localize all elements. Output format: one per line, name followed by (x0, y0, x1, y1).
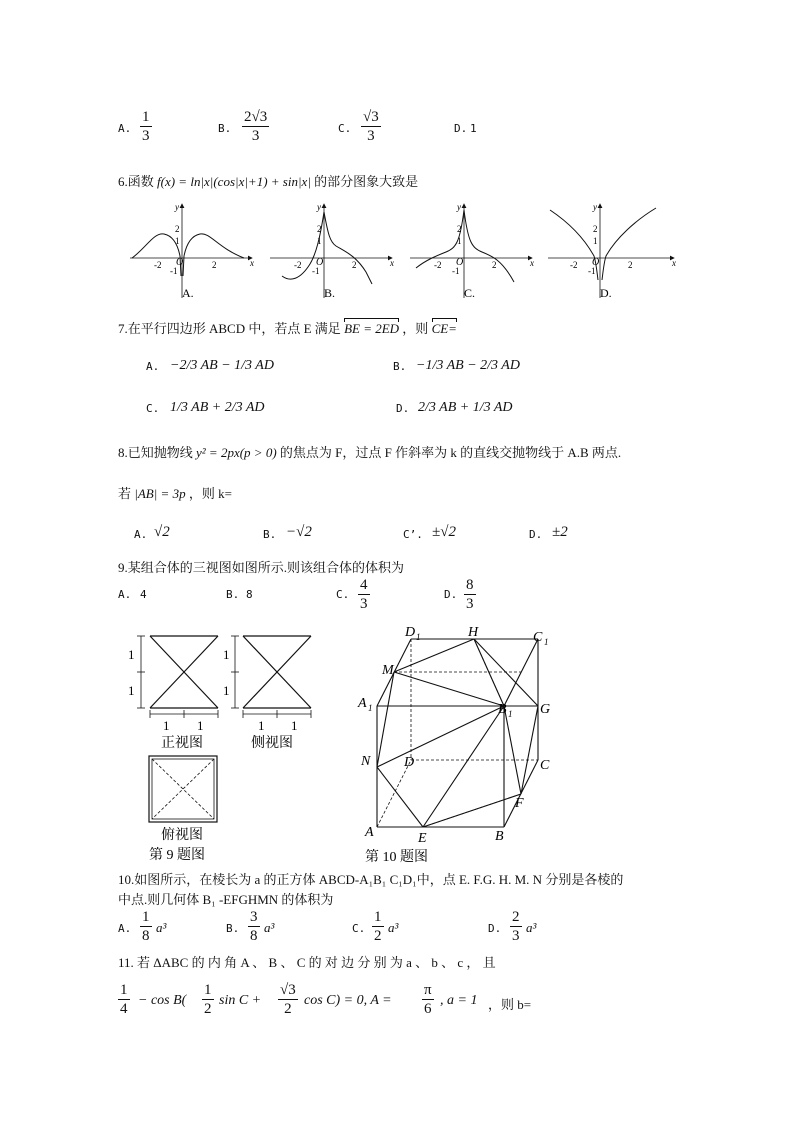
front-dim-4: 1 (197, 718, 204, 733)
q11-frac1: $\frac{1}{4}$ (120, 982, 128, 1017)
q10-a-frac: $\frac{1}{8}$ (142, 909, 150, 944)
q5-a-frac: $\frac{1}{3}$ (142, 109, 150, 144)
graph-d-ym1: -1 (588, 266, 596, 276)
graph-d-xlab: x (672, 258, 676, 268)
q5-c-label: C. (338, 122, 352, 135)
graph-b-tick-neg: -2 (294, 260, 302, 270)
side-dim-3: 1 (258, 718, 265, 733)
graph-d-origin: O (592, 257, 600, 268)
cube-label-c1-sub: 1 (544, 637, 549, 647)
q10-c-tail: a³ (388, 920, 399, 935)
graph-a-xlab: x (250, 258, 254, 268)
q10-a-label: A. (118, 922, 132, 935)
q9-b-value: 8 (246, 588, 253, 601)
graph-d-y1: 1 (593, 236, 598, 246)
cube-label-n: N (361, 754, 371, 769)
q8-parabola: y² = 2px(p > 0) (196, 445, 277, 460)
q10-b-label: B. (226, 922, 240, 935)
q8-stem-line1 (118, 442, 621, 461)
top-view-label: 俯视图 (161, 828, 203, 843)
q6-formula: f(x) = ln|x|(cos|x|+1) + sin|x| (157, 174, 311, 189)
graph-c-xlab: x (530, 258, 534, 268)
graph-a-tick-neg: -2 (154, 260, 162, 270)
side-dim-1: 1 (223, 647, 230, 662)
cube-label-d1-sub: 1 (416, 632, 421, 642)
cube-label-c1: C (533, 630, 543, 645)
q7-d-expr: 2/3 AB + 1/3 AD (418, 400, 513, 415)
graph-b-ylab: y (317, 202, 321, 212)
q5-b-label: B. (218, 122, 232, 135)
cube-label-d1: D (405, 625, 416, 640)
q9-a-label: A. (118, 588, 132, 601)
q8-stem-d: ，则 k= (188, 486, 232, 501)
q8-options (134, 524, 594, 546)
graph-c-label: C. (464, 286, 476, 300)
q10-d-tail: a³ (526, 920, 537, 935)
q10-stem-line2: 中点.则几何体 B₁ -EFGHMN 的体积为 (118, 892, 334, 907)
q10-cube-figure (355, 622, 570, 864)
q7-b-expr: −1/3 AB − 2/3 AD (416, 358, 520, 373)
graph-b-xlab: x (390, 258, 394, 268)
q11-equation (118, 981, 598, 1025)
q7-a-label: A. (146, 360, 160, 373)
q11-part-d: , a = 1 (440, 993, 478, 1008)
graph-c-ylab: y (457, 202, 461, 212)
graph-b-y1: 1 (317, 236, 322, 246)
q9-stem: 9.某组合体的三视图如图所示.则该组合体的体积为 (118, 560, 405, 575)
q6-suffix: 的部分图象大致是 (314, 174, 419, 189)
side-view-label: 侧视图 (251, 736, 293, 751)
q8-cond: |AB| = 3p (134, 486, 186, 501)
graph-b-ym1: -1 (312, 266, 320, 276)
graph-a-label: A. (182, 286, 194, 300)
q5-b-frac: $\frac{2√3}{3}$ (244, 109, 268, 144)
q8-b-value: −√2 (286, 524, 312, 540)
cube-label-h: H (468, 625, 479, 640)
q5-a-label: A. (118, 122, 132, 135)
cube-label-b1-sub: 1 (508, 709, 513, 719)
cube-label-g: G (540, 702, 551, 717)
q10-fig-caption: 第 10 题图 (365, 850, 428, 864)
q11-tail: ，则 b= (488, 997, 532, 1012)
q5-d-value: 1 (470, 122, 477, 135)
q8-b-label: B. (263, 528, 277, 541)
q9-b-label: B. (226, 588, 240, 601)
q6-prefix: 6.函数 (118, 174, 154, 189)
q8-c-label: C’. (403, 528, 423, 541)
side-dim-2: 1 (223, 683, 230, 698)
q7-a-expr: −2/3 AB − 1/3 AD (170, 358, 274, 373)
graph-d-tick-neg: -2 (570, 260, 578, 270)
q10-d-frac: $\frac{2}{3}$ (512, 909, 520, 944)
q8-stem-c: 若 (118, 486, 132, 501)
graph-b-y2: 2 (317, 224, 322, 234)
graph-c-origin: O (456, 257, 464, 268)
q11-part-b: sin C + (219, 993, 262, 1008)
q10-d-label: D. (488, 922, 502, 935)
q10-a-tail: a³ (156, 920, 167, 935)
q7-cond: BE = 2ED (344, 321, 400, 336)
q11-part-c: cos C) = 0, A = (304, 993, 392, 1008)
q7-target: CE= (431, 321, 457, 336)
cube-label-b: B (495, 829, 504, 844)
graph-a-y1: 1 (175, 236, 180, 246)
q8-a-label: A. (134, 528, 148, 541)
q10-c-label: C. (352, 922, 366, 935)
cube-label-d: D (404, 755, 415, 770)
cube-label-e: E (418, 831, 427, 846)
q11-frac4: $\frac{\pi}{6}$ (424, 982, 432, 1017)
q7-c-expr: 1/3 AB + 2/3 AD (170, 400, 265, 415)
q11-part-a: − cos B( (138, 993, 187, 1008)
graph-d-ylab: y (593, 202, 597, 212)
graph-b-origin: O (316, 257, 324, 268)
q11-frac3: $\frac{√3}{2}$ (280, 982, 296, 1017)
graph-d-y2: 2 (593, 224, 598, 234)
q5-d-label: D. (454, 122, 468, 135)
q7-d-label: D. (396, 402, 410, 415)
q9-fig-caption: 第 9 题图 (149, 848, 205, 862)
q10-b-frac: $\frac{3}{8}$ (250, 909, 258, 944)
graph-b-tick-pos: 2 (352, 260, 357, 270)
graph-d-tick-pos: 2 (628, 260, 633, 270)
graph-c (410, 202, 534, 300)
q9-three-view-figure (125, 626, 325, 862)
q9-d-frac: $\frac{8}{3}$ (466, 577, 474, 612)
cube-label-f: F (515, 796, 524, 811)
graph-c-tick-pos: 2 (492, 260, 497, 270)
q10-b-tail: a³ (264, 920, 275, 935)
q9-c-label: C. (336, 588, 350, 601)
q10-options (118, 908, 558, 948)
q5-c-frac: $\frac{√3}{3}$ (363, 109, 379, 144)
q7-stem (118, 318, 457, 337)
q5-options (118, 108, 518, 152)
side-view (243, 636, 311, 708)
q10-stem-line1: 10.如图所示，在棱长为 a 的正方体 ABCD-A₁B₁ C₁D₁中，点 E. F.G. H. M. N 分别是各棱的 (118, 872, 624, 887)
graph-d-label: D. (600, 286, 612, 300)
q8-d-value: ±2 (552, 524, 568, 540)
front-dim-2: 1 (128, 683, 135, 698)
q9-d-label: D. (444, 588, 458, 601)
q11-frac2: $\frac{1}{2}$ (204, 982, 212, 1017)
cube-label-c: C (540, 758, 550, 773)
graph-a-ylab: y (175, 202, 179, 212)
q9-a-value: 4 (140, 588, 147, 601)
q10-c-frac: $\frac{1}{2}$ (374, 909, 382, 944)
graph-d (548, 202, 676, 300)
cube-label-m: M (382, 663, 394, 678)
cube-label-a1-sub: 1 (368, 703, 373, 713)
q6-stem (118, 171, 418, 190)
cube-label-a1: A (358, 696, 367, 711)
cube-label-b1: B (498, 702, 507, 717)
graph-c-ym1: -1 (452, 266, 460, 276)
q6-graphs (120, 198, 680, 304)
cube-label-a: A (365, 825, 374, 840)
q9-c-frac: $\frac{4}{3}$ (360, 577, 368, 612)
q9-options (118, 576, 498, 616)
front-dim-3: 1 (163, 718, 170, 733)
q8-stem-b: 的焦点为 F，过点 F 作斜率为 k 的直线交抛物线于 A.B 两点. (279, 445, 622, 460)
q7-stem-b: ，则 (402, 321, 429, 336)
graph-a-tick-pos: 2 (212, 260, 217, 270)
graph-a (130, 202, 254, 300)
side-dim-4: 1 (291, 718, 298, 733)
graph-a-origin: O (176, 257, 184, 268)
graph-c-y2: 2 (457, 224, 462, 234)
q7-c-label: C. (146, 402, 160, 415)
graph-c-y1: 1 (457, 236, 462, 246)
graph-c-tick-neg: -2 (434, 260, 442, 270)
front-view (150, 636, 218, 708)
q8-stem-a: 8.已知抛物线 (118, 445, 193, 460)
q8-d-label: D. (529, 528, 543, 541)
q8-stem-line2 (118, 483, 232, 502)
q7-options (146, 350, 566, 430)
q8-a-value: √2 (154, 524, 170, 540)
graph-a-ym1: -1 (170, 266, 178, 276)
q7-b-label: B. (393, 360, 407, 373)
q11-stem-line1: 11. 若 ΔABC 的 内 角 A 、 B 、 C 的 对 边 分 别 为 a 、 b 、 c ， 且 (118, 955, 496, 970)
front-dim-1: 1 (128, 647, 135, 662)
q8-c-value: ±√2 (432, 524, 456, 540)
front-view-label: 正视图 (161, 736, 203, 751)
graph-a-y2: 2 (175, 224, 180, 234)
q7-stem-a: 7.在平行四边形 ABCD 中，若点 E 满足 (118, 321, 341, 336)
graph-b-label: B. (324, 286, 336, 300)
top-view (149, 756, 217, 822)
graph-b (270, 202, 394, 300)
